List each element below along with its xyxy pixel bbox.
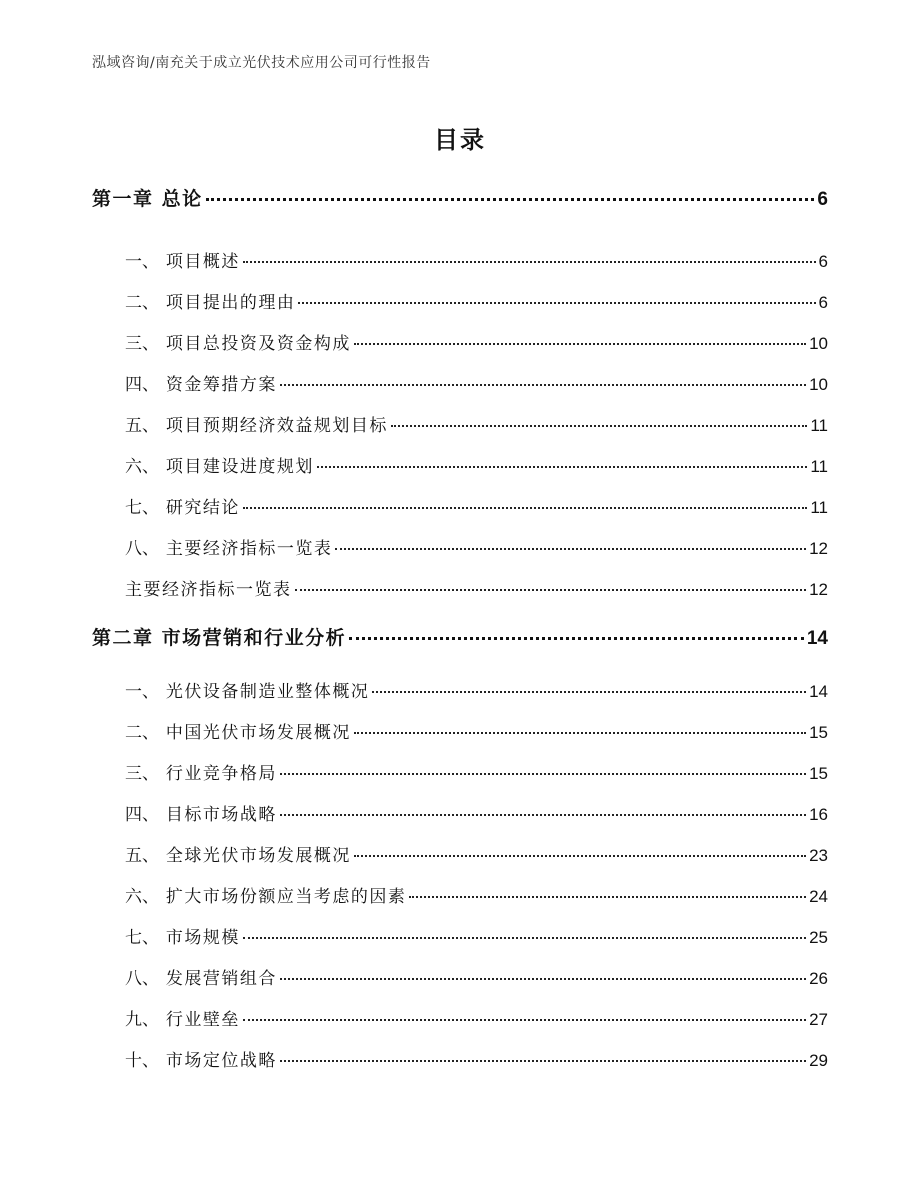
toc-section-2-9[interactable] <box>125 1005 828 1030</box>
toc-page-number: 10 <box>809 334 828 353</box>
toc-entry-label: 六、 扩大市场份额应当考虑的因素 <box>125 887 407 907</box>
toc-entry-label: 八、 发展营销组合 <box>125 969 277 989</box>
toc-entry-label: 四、 资金筹措方案 <box>125 375 277 395</box>
dot-leader <box>280 773 806 775</box>
toc-entry-label: 七、 研究结论 <box>125 498 240 518</box>
toc-entry-label: 七、 市场规模 <box>125 928 240 948</box>
toc-entry-label: 五、 全球光伏市场发展概况 <box>125 846 351 866</box>
toc-chapter-2[interactable] <box>92 623 828 650</box>
running-header: 泓域咨询/南充关于成立光伏技术应用公司可行性报告 <box>92 55 431 71</box>
dot-leader <box>349 637 804 640</box>
toc-section-2-7[interactable] <box>125 923 828 948</box>
toc-section-2-4[interactable] <box>125 800 828 825</box>
toc-page-number: 14 <box>806 628 828 649</box>
header-divider <box>90 78 830 79</box>
toc-page-number: 6 <box>817 189 828 210</box>
toc-page-number: 15 <box>809 764 828 783</box>
toc-section-1-8[interactable] <box>125 534 828 559</box>
dot-leader <box>243 937 806 939</box>
toc-page-number: 15 <box>809 723 828 742</box>
dot-leader <box>243 507 807 509</box>
toc-entry-label: 第一章 总论 <box>92 188 203 210</box>
toc-page-number: 10 <box>809 375 828 394</box>
toc-entry-label: 四、 目标市场战略 <box>125 805 277 825</box>
toc-page-number: 29 <box>809 1051 828 1070</box>
toc-page-number: 11 <box>810 457 828 476</box>
toc-entry-label: 十、 市场定位战略 <box>125 1051 277 1071</box>
toc-entry-label: 主要经济指标一览表 <box>125 580 292 600</box>
dot-leader <box>280 978 806 980</box>
toc-entry-label: 一、 项目概述 <box>125 252 240 272</box>
toc-entry-label: 五、 项目预期经济效益规划目标 <box>125 416 388 436</box>
toc-section-2-1[interactable] <box>125 677 828 702</box>
toc-page-number: 16 <box>809 805 828 824</box>
toc-section-2-8[interactable] <box>125 964 828 989</box>
toc-entry-label: 二、 中国光伏市场发展概况 <box>125 723 351 743</box>
dot-leader <box>206 198 815 201</box>
toc-page-number: 12 <box>809 580 828 599</box>
toc-page-number: 14 <box>809 682 828 701</box>
toc-section-1-6[interactable] <box>125 452 828 477</box>
toc-page-number: 26 <box>809 969 828 988</box>
toc-page-number: 23 <box>809 846 828 865</box>
toc-page-number: 6 <box>818 293 828 312</box>
toc-section-2-6[interactable] <box>125 882 828 907</box>
dot-leader <box>280 1060 806 1062</box>
dot-leader <box>295 589 807 591</box>
dot-leader <box>243 261 816 263</box>
toc-section-1-4[interactable] <box>125 370 828 395</box>
dot-leader <box>372 691 806 693</box>
toc-entry-label: 一、 光伏设备制造业整体概况 <box>125 682 370 702</box>
toc-section-2-2[interactable] <box>125 718 828 743</box>
toc-entry-label: 六、 项目建设进度规划 <box>125 457 314 477</box>
toc-section-1-1[interactable] <box>125 247 828 272</box>
toc-table-entry[interactable] <box>125 575 828 600</box>
toc-page-number: 11 <box>810 416 828 435</box>
toc-page-number: 6 <box>818 252 828 271</box>
toc-entry-label: 三、 项目总投资及资金构成 <box>125 334 351 354</box>
toc-entry-label: 九、 行业壁垒 <box>125 1010 240 1030</box>
toc-entry-label: 二、 项目提出的理由 <box>125 293 296 313</box>
dot-leader <box>354 855 806 857</box>
dot-leader <box>317 466 807 468</box>
toc-page-number: 24 <box>809 887 828 906</box>
toc-section-2-5[interactable] <box>125 841 828 866</box>
dot-leader <box>298 302 815 304</box>
toc-section-1-2[interactable] <box>125 288 828 313</box>
toc-section-2-10[interactable] <box>125 1046 828 1071</box>
dot-leader <box>280 384 806 386</box>
toc-entry-label: 三、 行业竞争格局 <box>125 764 277 784</box>
toc-section-2-3[interactable] <box>125 759 828 784</box>
dot-leader <box>243 1019 806 1021</box>
toc-section-1-5[interactable] <box>125 411 828 436</box>
toc-section-1-7[interactable] <box>125 493 828 518</box>
toc-chapter-1[interactable] <box>92 184 828 211</box>
toc-entry-label: 八、 主要经济指标一览表 <box>125 539 333 559</box>
dot-leader <box>409 896 806 898</box>
toc-page-number: 27 <box>809 1010 828 1029</box>
dot-leader <box>354 343 806 345</box>
toc-page-number: 12 <box>809 539 828 558</box>
dot-leader <box>280 814 806 816</box>
toc-page-number: 11 <box>810 498 828 517</box>
toc-title: 目录 <box>434 126 486 154</box>
dot-leader <box>391 425 807 427</box>
toc-page-number: 25 <box>809 928 828 947</box>
dot-leader <box>335 548 806 550</box>
toc-section-1-3[interactable] <box>125 329 828 354</box>
dot-leader <box>354 732 806 734</box>
toc-entry-label: 第二章 市场营销和行业分析 <box>92 627 347 649</box>
